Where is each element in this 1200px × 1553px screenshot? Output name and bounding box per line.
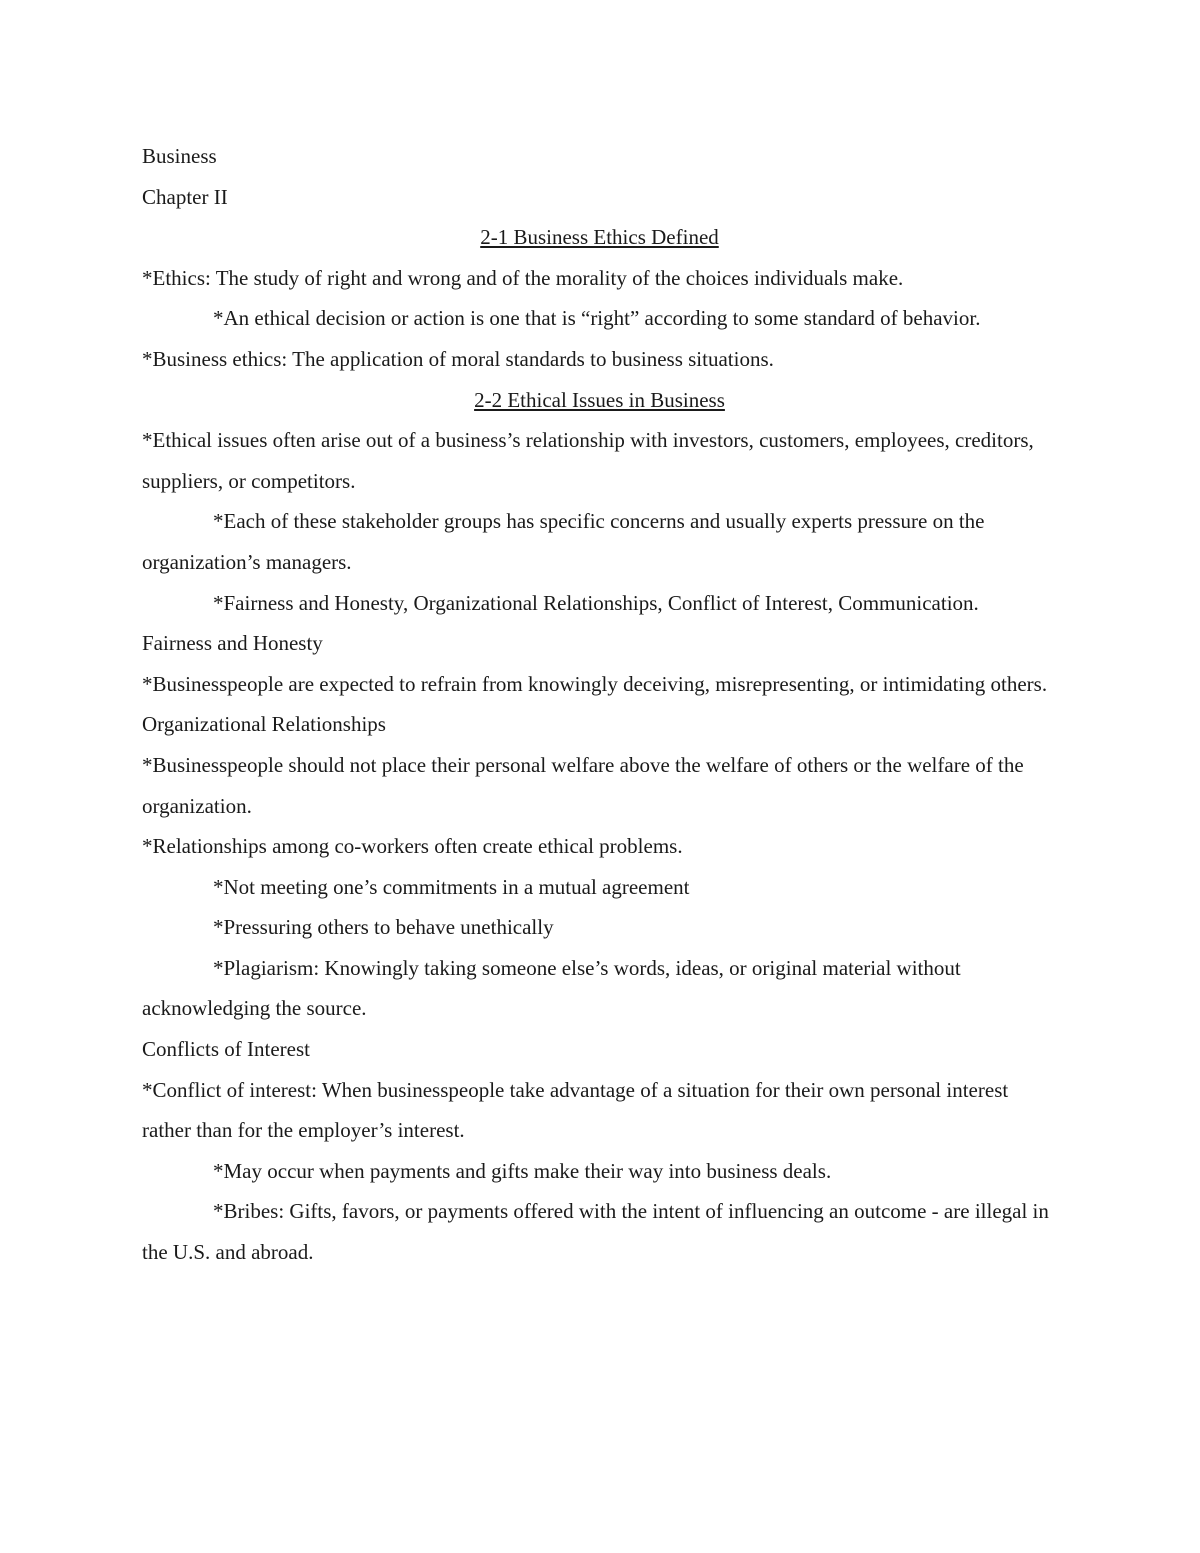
conflict-of-interest-definition: *Conflict of interest: When businesspeople take advantage of a situation for their own personal interest rather than for the employer’s interest.: [142, 1077, 1009, 1143]
business-ethics-definition: *Business ethics: The application of moral standards to business situations.: [142, 346, 774, 371]
section-heading-2-1: 2-1 Business Ethics Defined: [480, 225, 719, 250]
fairness-honesty-text: *Businesspeople are expected to refrain from knowingly deceiving, misrepresenting, or intimidating others.: [142, 671, 1048, 696]
organizational-relationships-text: *Businesspeople should not place their personal welfare above the welfare of others or the welfare of the organization.: [142, 752, 1024, 818]
section-heading-2-2: 2-2 Ethical Issues in Business: [474, 387, 725, 412]
issue-categories-note: *Fairness and Honesty, Organizational Relationships, Conflict of Interest, Communication.: [213, 590, 979, 615]
stakeholder-groups-note: *Each of these stakeholder groups has specific concerns and usually experts pressure on the organization’s managers.: [142, 509, 985, 574]
conflicts-of-interest-heading: Conflicts of Interest: [142, 1037, 310, 1062]
ethical-issues-arise: *Ethical issues often arise out of a business’s relationship with investors, customers, employees, creditors, suppliers, or competitors.: [142, 428, 1034, 493]
organizational-relationships-heading: Organizational Relationships: [142, 712, 386, 737]
coworker-relationships-note: *Relationships among co-workers often create ethical problems.: [142, 834, 683, 859]
ethical-decision-note: *An ethical decision or action is one that is “right” according to some standard of behavior.: [213, 306, 981, 331]
commitments-note: *Not meeting one’s commitments in a mutual agreement: [213, 874, 690, 899]
plagiarism-note: *Plagiarism: Knowingly taking someone else’s words, ideas, or original material without acknowledging the source.: [142, 955, 961, 1021]
ethics-definition: *Ethics: The study of right and wrong and of the morality of the choices individuals make.: [142, 265, 904, 290]
payments-gifts-note: *May occur when payments and gifts make their way into business deals.: [213, 1158, 832, 1183]
pressuring-note: *Pressuring others to behave unethically: [213, 915, 554, 940]
fairness-honesty-heading: Fairness and Honesty: [142, 631, 323, 656]
document-body: [142, 136, 1057, 1273]
subject-title: Business: [142, 144, 217, 168]
bribes-note: *Bribes: Gifts, favors, or payments offered with the intent of influencing an outcome - are illegal in the U.S. and abroad.: [142, 1199, 1049, 1265]
chapter-title: Chapter II: [142, 184, 228, 209]
